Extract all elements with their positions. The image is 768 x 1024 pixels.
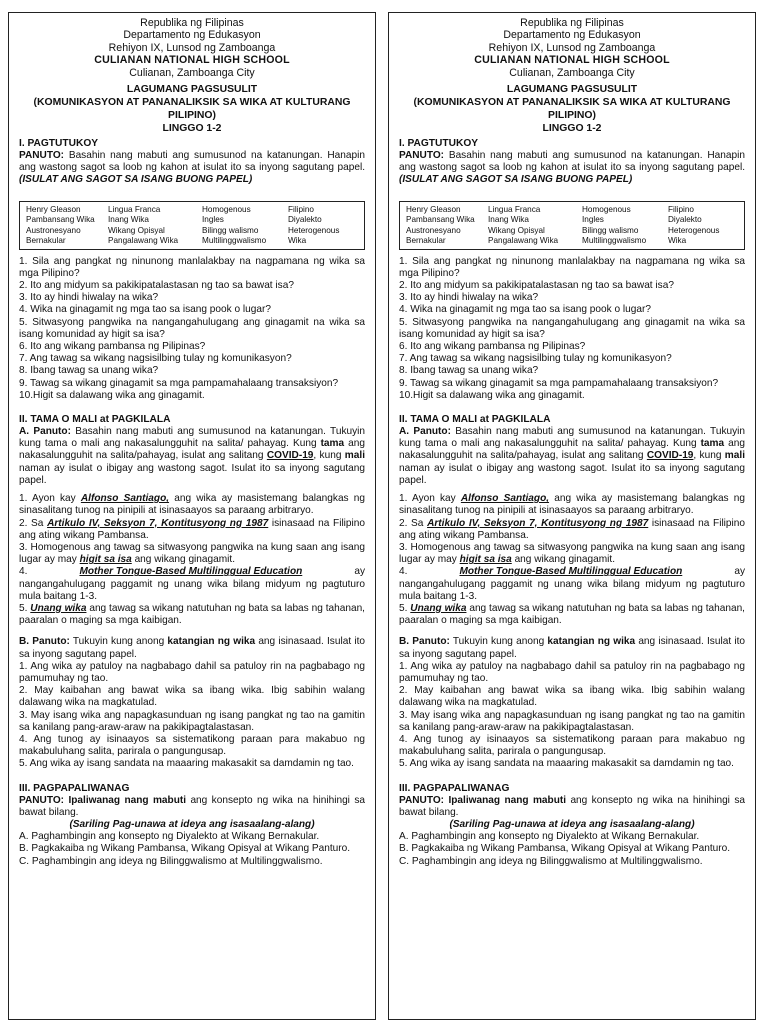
- item-text: ang tawag sa wikang natutuhan ng bata sa labas ng tahanan, paaralan o maging sa mga kaibigan.: [399, 602, 745, 627]
- word-choice: Inang Wika: [488, 215, 529, 225]
- section1-panuto-text: Basahin nang mabuti ang sumusunod na katanungan. Hanapin ang wastong sagot sa loob ng kahon at isulat ito sa inyong sagutang papel.: [19, 150, 365, 174]
- section3-item: C. Paghambingin ang ideya ng Bilinggwalismo at Multilinggwalismo.: [399, 855, 703, 867]
- exam-sheet-right: [388, 12, 756, 1020]
- exam-sheet-left: [8, 12, 376, 1020]
- word-choice: Multilinggwalismo: [202, 236, 267, 246]
- section2a-text: Basahin nang mabuti ang sumusunod na katanungan. Tukuyin kung tama o mali ang nakasalungguhit na salita/ pahayag. Kung: [399, 426, 746, 450]
- section3-item: A. Paghambingin ang konsepto ng Diyalekto at Wikang Bernakular.: [399, 831, 700, 843]
- question-item: 7. Ang tawag sa wikang nagsisilbing tulay ng komunikasyon?: [399, 353, 672, 365]
- item-underlined: Unang wika: [30, 602, 87, 614]
- section2-heading: II. TAMA O MALI at PAGKILALA: [19, 414, 171, 426]
- word-choice: Austronesyano: [26, 225, 81, 235]
- word-choice: Pambansang Wika: [26, 215, 95, 225]
- word-choice: Lingua Franca: [488, 204, 541, 214]
- section2a-item: [399, 542, 745, 566]
- word-choice: Pangalawang Wika: [108, 236, 179, 246]
- header-region: Rehiyon IX, Lunsod ng Zamboanga: [488, 41, 656, 54]
- item-text: ang wikang ginagamit.: [131, 554, 236, 566]
- word-choice: Heterogenous: [288, 225, 340, 235]
- section2-heading: II. TAMA O MALI at PAGKILALA: [399, 414, 551, 426]
- section2a-item: [399, 493, 745, 517]
- exam-title-subject: (KOMUNIKASYON AT PANANALIKSIK SA WIKA AT KULTURANG PILIPINO): [33, 97, 351, 122]
- section1-instructions: [399, 150, 745, 187]
- section2a-item: [19, 518, 365, 542]
- exam-title: [399, 83, 745, 135]
- section2a-text: ang nakasalungguhit na salita/pahayag, isulat ang salitang: [399, 438, 745, 462]
- section3-text: ang konsepto ng wika na hinihingi sa bawat bilang.: [399, 794, 745, 818]
- section1-heading: I. PAGTUTUKOY: [399, 138, 479, 150]
- section3-panuto-emphasis: Ipaliwanag nang mabuti: [64, 794, 187, 806]
- section3-instructions: [399, 795, 745, 819]
- section2b-text: ang isinasaad. Isulat ito sa inyong sagutang papel.: [19, 636, 365, 660]
- word-choice: Ingles: [202, 215, 224, 225]
- section1-panuto-label: PANUTO:: [19, 150, 65, 162]
- section2a-item: [399, 518, 745, 542]
- section2a-covid: COVID-19: [266, 450, 314, 462]
- item-text: 2. Sa: [399, 517, 428, 529]
- exam-title-main: LAGUMANG PAGSUSULIT: [126, 84, 258, 96]
- item-underlined: Artikulo IV, Seksyon 7, Kontitusyong ng 1987: [47, 517, 269, 529]
- word-choice: Homogenous: [202, 204, 251, 214]
- section3-item: C. Paghambingin ang ideya ng Bilinggwalismo at Multilinggwalismo.: [19, 855, 323, 867]
- word-choice: Bernakular: [406, 236, 446, 246]
- section2a-instructions: [19, 426, 365, 487]
- section2b-emphasis: katangian ng wika: [547, 636, 636, 648]
- header-location: Culianan, Zamboanga City: [129, 66, 255, 79]
- section3-item: B. Pagkakaiba ng Wikang Pambansa, Wikang Opisyal at Wikang Panturo.: [399, 843, 731, 855]
- word-choice: Bernakular: [26, 236, 66, 246]
- section1-instructions: [19, 150, 365, 187]
- exam-title-main: LAGUMANG PAGSUSULIT: [506, 84, 638, 96]
- word-choice: Henry Gleason: [26, 204, 81, 214]
- section1-panuto-text: Basahin nang mabuti ang sumusunod na katanungan. Hanapin ang wastong sagot sa loob ng kahon at isulat ito sa inyong sagutang papel.: [399, 150, 745, 174]
- word-choice: Wika: [668, 236, 687, 246]
- document-header: [399, 17, 745, 79]
- section3-panuto-emphasis: Ipaliwanag nang mabuti: [444, 794, 567, 806]
- section1-panuto-emphasis: (ISULAT ANG SAGOT SA ISANG BUONG PAPEL): [19, 174, 253, 186]
- question-item: 8. Ibang tawag sa unang wika?: [19, 365, 159, 377]
- question-item: 10.Higit sa dalawang wika ang ginagamit.: [399, 389, 585, 401]
- section2b-panuto-label: B. Panuto:: [399, 636, 450, 648]
- question-item: 2. Ito ang midyum sa pakikipatalastasan ng tao sa bawat isa?: [399, 280, 674, 292]
- section3-panuto-label: PANUTO:: [19, 794, 65, 806]
- question-item: 3. Ito ay hindi hiwalay na wika?: [399, 292, 539, 304]
- word-choice: Filipino: [668, 204, 694, 214]
- item-text: isinasaad na Filipino ang ating wikang Pambansa.: [399, 517, 746, 541]
- word-choice: Bilingg walismo: [582, 225, 639, 235]
- section2a-tama: tama: [700, 438, 725, 450]
- section3-heading: III. PAGPAPALIWANAG: [399, 782, 510, 794]
- word-row: [26, 226, 358, 237]
- exam-title-week: LINGGO 1-2: [542, 123, 602, 135]
- word-row: [406, 215, 738, 226]
- word-choice: Heterogenous: [668, 225, 720, 235]
- document-header: [19, 17, 365, 79]
- section2b-item: 3. May isang wika ang napagkasunduan ng isang pangkat ng tao na gamitin sa kanilang pang-araw-araw na pakikipagtalastasan.: [399, 709, 745, 733]
- item-text: ang wika ay masistemang balangkas ng sinasalitang tunog na pinipili at isinasaayos sa paraang arbitraryo.: [399, 493, 745, 517]
- question-item: 5. Sitwasyong pangwika na nangangahulugang ang ginagamit na wika sa isang komunidad ay higit sa isa?: [19, 316, 365, 340]
- word-row: [406, 236, 738, 247]
- answer-word-box: [399, 201, 745, 250]
- word-row: [26, 236, 358, 247]
- header-department: Departamento ng Edukasyon: [123, 29, 261, 42]
- word-choice: Diyalekto: [288, 215, 322, 225]
- section2a-text: ang nakasalungguhit na salita/pahayag, isulat ang salitang: [19, 438, 365, 462]
- word-choice: Inang Wika: [108, 215, 149, 225]
- item-text: 5.: [399, 602, 411, 614]
- item-text: ang tawag sa wikang natutuhan ng bata sa labas ng tahanan, paaralan o maging sa mga kaibigan.: [19, 602, 365, 627]
- section2a-text: naman ay isulat o ibigay ang wastong sagot. Isulat ito sa inyong sagutang papel.: [399, 462, 745, 486]
- question-item: 4. Wika na ginagamit ng mga tao sa isang pook o lugar?: [19, 304, 271, 316]
- exam-title: [19, 83, 365, 135]
- question-item: 5. Sitwasyong pangwika na nangangahulugang ang ginagamit na wika sa isang komunidad ay higit sa isa?: [399, 316, 745, 340]
- item-text: ang wikang ginagamit.: [511, 554, 616, 566]
- section3-panuto-label: PANUTO:: [399, 794, 445, 806]
- word-choice: Homogenous: [582, 204, 631, 214]
- section2a-item: nangangahulugang paggamit ng unang wika bilang midyum ng pagtuturo mula baitang 1-3.: [19, 578, 365, 602]
- section3-heading: III. PAGPAPALIWANAG: [19, 782, 130, 794]
- header-region: Rehiyon IX, Lunsod ng Zamboanga: [108, 41, 276, 54]
- question-item: 2. Ito ang midyum sa pakikipatalastasan ng tao sa bawat isa?: [19, 280, 294, 292]
- word-choice: Austronesyano: [406, 225, 461, 235]
- word-choice: Diyalekto: [668, 215, 702, 225]
- answer-word-box: [19, 201, 365, 250]
- question-item: 1. Sila ang pangkat ng ninunong manlalakbay na nagpamana ng wika sa mga Pilipino?: [399, 255, 745, 279]
- question-item: 9. Tawag sa wikang ginagamit sa mga pampamahalaang transaksiyon?: [19, 377, 339, 389]
- question-item: 6. Ito ang wikang pambansa ng Pilipinas?: [399, 341, 586, 353]
- section2a-mali: mali: [724, 450, 745, 462]
- item-text: ay: [734, 566, 745, 578]
- header-school-name: CULIANAN NATIONAL HIGH SCHOOL: [474, 54, 670, 67]
- section2b-item: 3. May isang wika ang napagkasunduan ng isang pangkat ng tao na gamitin sa kanilang pang-araw-araw na pakikipagtalastasan.: [19, 709, 365, 733]
- section2a-panuto-label: A. Panuto:: [19, 426, 71, 438]
- word-row: [26, 205, 358, 216]
- word-choice: Ingles: [582, 215, 604, 225]
- header-department: Departamento ng Edukasyon: [503, 29, 641, 42]
- section2a-item: nangangahulugang paggamit ng unang wika bilang midyum ng pagtuturo mula baitang 1-3.: [399, 578, 745, 602]
- item-underlined: Mother Tongue-Based Multilinggual Education: [459, 566, 683, 578]
- section2b-instructions: [399, 636, 745, 660]
- question-item: 6. Ito ang wikang pambansa ng Pilipinas?: [19, 341, 206, 353]
- section2a-mali: mali: [344, 450, 365, 462]
- section3-item: A. Paghambingin ang konsepto ng Diyalekto at Wikang Bernakular.: [19, 831, 320, 843]
- word-choice: Bilingg walismo: [202, 225, 259, 235]
- header-location: Culianan, Zamboanga City: [509, 66, 635, 79]
- section2b-instructions: [19, 636, 365, 660]
- header-school-name: CULIANAN NATIONAL HIGH SCHOOL: [94, 54, 290, 67]
- section3-note: (Sariling Pag-unawa at ideya ang isasaalang-alang): [449, 818, 695, 830]
- item-underlined: Alfonso Santiago,: [460, 493, 550, 505]
- section2a-covid: COVID-19: [646, 450, 694, 462]
- section2b-item: 5. Ang wika ay isang sandata na maaaring makasakit sa damdamin ng tao.: [399, 758, 734, 770]
- word-choice: Filipino: [288, 204, 314, 214]
- word-row: [26, 215, 358, 226]
- question-item: 4. Wika na ginagamit ng mga tao sa isang pook o lugar?: [399, 304, 651, 316]
- section1-heading: I. PAGTUTUKOY: [19, 138, 99, 150]
- item-underlined: Artikulo IV, Seksyon 7, Kontitusyong ng 1987: [427, 517, 649, 529]
- section3-text: ang konsepto ng wika na hinihingi sa bawat bilang.: [19, 794, 365, 818]
- word-choice: Lingua Franca: [108, 204, 161, 214]
- section3-instructions: [19, 795, 365, 819]
- section2b-item: 5. Ang wika ay isang sandata na maaaring makasakit sa damdamin ng tao.: [19, 758, 354, 770]
- item-text: 5.: [19, 602, 31, 614]
- section2b-item: 1. Ang wika ay patuloy na nagbabago dahil sa patuloy rin na pagbabago ng pamumuhay ng tao.: [19, 660, 365, 684]
- section3-note: (Sariling Pag-unawa at ideya ang isasaalang-alang): [69, 818, 315, 830]
- section1-panuto-label: PANUTO:: [399, 150, 445, 162]
- item-underlined: Mother Tongue-Based Multilinggual Education: [79, 566, 303, 578]
- item-text: 1. Ayon kay: [399, 493, 461, 505]
- question-item: 1. Sila ang pangkat ng ninunong manlalakbay na nagpamana ng wika sa mga Pilipino?: [19, 255, 365, 279]
- item-text: isinasaad na Filipino ang ating wikang Pambansa.: [19, 517, 366, 541]
- section2a-panuto-label: A. Panuto:: [399, 426, 451, 438]
- section2b-emphasis: katangian ng wika: [167, 636, 256, 648]
- question-item: 10.Higit sa dalawang wika ang ginagamit.: [19, 389, 205, 401]
- item-text: ang wika ay masistemang balangkas ng sinasalitang tunog na pinipili at isinasaayos sa paraang arbitraryo.: [19, 493, 365, 517]
- section2a-text: , kung: [313, 450, 345, 462]
- item-text: 1. Ayon kay: [19, 493, 81, 505]
- section2a-item: [19, 542, 365, 566]
- word-choice: Wikang Opisyal: [108, 225, 165, 235]
- question-item: 9. Tawag sa wikang ginagamit sa mga pampamahalaang transaksiyon?: [399, 377, 719, 389]
- item-number: 4.: [19, 566, 28, 578]
- section2a-instructions: [399, 426, 745, 487]
- item-underlined: higit sa isa: [459, 554, 512, 566]
- section2a-tama: tama: [320, 438, 345, 450]
- word-row: [406, 205, 738, 216]
- question-item: 8. Ibang tawag sa unang wika?: [399, 365, 539, 377]
- section2a-item: [19, 493, 365, 517]
- section2a-item: [19, 603, 365, 627]
- word-choice: Multilinggwalismo: [582, 236, 647, 246]
- question-item: 7. Ang tawag sa wikang nagsisilbing tulay ng komunikasyon?: [19, 353, 292, 365]
- section2a-text: Basahin nang mabuti ang sumusunod na katanungan. Tukuyin kung tama o mali ang nakasalungguhit na salita/ pahayag. Kung: [19, 426, 366, 450]
- item-underlined: higit sa isa: [79, 554, 132, 566]
- section2a-text: , kung: [693, 450, 725, 462]
- section2a-item-4-line: [19, 566, 365, 578]
- section2b-item: 2. May kaibahan ang bawat wika sa ibang wika. Ibig sabihin walang dalawang wika na magkatulad.: [399, 685, 745, 709]
- exam-title-subject: (KOMUNIKASYON AT PANANALIKSIK SA WIKA AT KULTURANG PILIPINO): [413, 97, 731, 122]
- section2a-item-4-line: [399, 566, 745, 578]
- section2b-item: 4. Ang tunog ay isinaayos sa sistematikong paraan para makabuo ng makabuluhang salita, parirala o pangungusap.: [19, 733, 365, 758]
- section2b-item: 1. Ang wika ay patuloy na nagbabago dahil sa patuloy rin na pagbabago ng pamumuhay ng tao.: [399, 660, 745, 684]
- item-underlined: Unang wika: [410, 602, 467, 614]
- item-text: 2. Sa: [19, 517, 48, 529]
- section2b-item: 4. Ang tunog ay isinaayos sa sistematikong paraan para makabuo ng makabuluhang salita, parirala o pangungusap.: [399, 733, 745, 758]
- exam-title-week: LINGGO 1-2: [162, 123, 222, 135]
- section2b-item: 2. May kaibahan ang bawat wika sa ibang wika. Ibig sabihin walang dalawang wika na magkatulad.: [19, 685, 365, 709]
- section1-question-list: [399, 256, 745, 402]
- section1-question-list: [19, 256, 365, 402]
- header-republic: Republika ng Filipinas: [520, 17, 624, 29]
- section2a-item: [399, 603, 745, 627]
- section2b-text: Tukuyin kung anong: [449, 636, 548, 648]
- section1-panuto-emphasis: (ISULAT ANG SAGOT SA ISANG BUONG PAPEL): [399, 174, 633, 186]
- word-choice: Pangalawang Wika: [488, 236, 559, 246]
- item-number: 4.: [399, 566, 408, 578]
- section2b-text: ang isinasaad. Isulat ito sa inyong sagutang papel.: [399, 636, 745, 660]
- word-choice: Wikang Opisyal: [488, 225, 545, 235]
- word-choice: Pambansang Wika: [406, 215, 475, 225]
- word-row: [406, 226, 738, 237]
- item-text: 3. Homogenous ang tawag sa sitwasyong pangwika na kung saan ang isang lugar ay may: [19, 541, 365, 566]
- item-text: 3. Homogenous ang tawag sa sitwasyong pangwika na kung saan ang isang lugar ay may: [399, 541, 745, 566]
- section2b-panuto-label: B. Panuto:: [19, 636, 70, 648]
- word-choice: Wika: [288, 236, 307, 246]
- section2a-text: naman ay isulat o ibigay ang wastong sagot. Isulat ito sa inyong sagutang papel.: [19, 462, 365, 486]
- question-item: 3. Ito ay hindi hiwalay na wika?: [19, 292, 159, 304]
- item-underlined: Alfonso Santiago,: [80, 493, 170, 505]
- section2b-text: Tukuyin kung anong: [69, 636, 168, 648]
- section3-item: B. Pagkakaiba ng Wikang Pambansa, Wikang Opisyal at Wikang Panturo.: [19, 843, 351, 855]
- word-choice: Henry Gleason: [406, 204, 461, 214]
- header-republic: Republika ng Filipinas: [140, 17, 244, 29]
- item-text: ay: [354, 566, 365, 578]
